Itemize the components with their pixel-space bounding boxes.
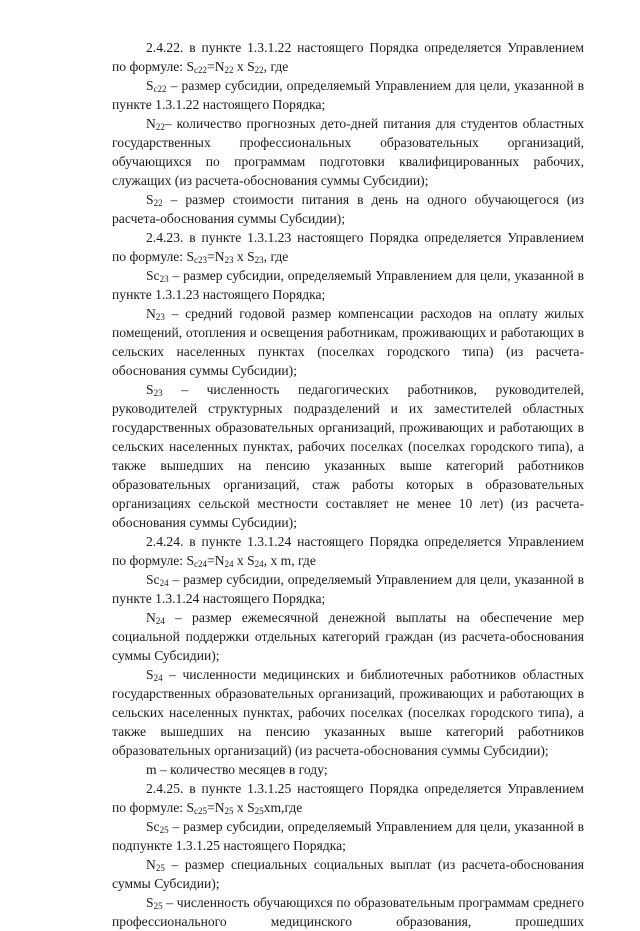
paragraph-s24-definition: $S_{24}$ – численности медицинских и библиотечных работников областных государственных образовательных организаций, проживающих и работающих в сельских населенных пунктах, рабочих поселках (поселках городского типа), а также вышедших на пенсию указанных выше категорий работников образовательных организаций) (из расчета-обоснования суммы Субсидии); (112, 667, 584, 758)
paragraph-sc25-definition: $Sc_{25}$ – размер субсидии, определяемый Управлением для цели, указанной в подпункте 1.3.1.25 настоящего Порядка; (112, 819, 584, 853)
subscript: c22 (194, 65, 208, 75)
paragraph-sc23-definition: $Sc_{23}$ – размер субсидии, определяемый Управлением для цели, указанной в пункте 1.3.1.23 настоящего Порядка; (112, 268, 584, 302)
paragraph-2-4-25: 2.4.25. в пункте 1.3.1.25 настоящего Порядка определяется Управлением по формуле: $S_{c25}=N_{25}$ x $S_{25}xm,где$ (112, 781, 584, 816)
document-body (112, 38, 584, 931)
subscript: 24 (155, 616, 165, 626)
subscript: 22 (155, 122, 165, 132)
subscript: 23 (155, 312, 165, 322)
subscript: 22 (224, 65, 234, 75)
subscript: c23 (194, 255, 208, 265)
paragraph-n23-definition: $N_{23}$ – средний годовой размер компенсации расходов на оплату жилых помещений, отопления и освещения работникам, проживающих и работающих в сельских населенных пунктах (поселках городского типа) (из расчета-обоснования суммы Субсидии); (112, 306, 584, 378)
paragraph-sc24-definition: $Sc_{24}$ – размер субсидии, определяемый Управлением для цели, указанной в пункте 1.3.1.24 настоящего Порядка; (112, 572, 584, 606)
subscript: 23 (254, 255, 264, 265)
subscript: 24 (159, 578, 169, 588)
subscript: 25 (254, 806, 264, 816)
paragraph-n22-definition: $N_{22}-$ количество прогнозных дето-дней питания для студентов областных государственных профессиональных образовательных организаций, обучающихся по программам подготовки квалифицированных рабочих, служащих (из расчета-обоснования суммы Субсидии); (112, 116, 584, 188)
subscript: 25 (224, 806, 234, 816)
paragraph-2-4-22: 2.4.22. в пункте 1.3.1.22 настоящего Порядка определяется Управлением по формуле: $S_{c22}=N_{22}$ x $S_{22}$, где (112, 40, 584, 75)
subscript: 24 (254, 559, 264, 569)
paragraph-m-definition: m – количество месяцев в году; (146, 762, 328, 777)
paragraph-n25-definition: $N_{25}$ – размер специальных социальных выплат (из расчета-обоснования суммы Субсидии); (112, 857, 584, 891)
paragraph-sc22-definition: $S_{c22}$ – размер субсидии, определяемый Управлением для цели, указанной в пункте 1.3.1.22 настоящего Порядка; (112, 78, 584, 112)
subscript: 22 (254, 65, 264, 75)
paragraph-s25-definition: $S_{25}$ – численность обучающихся по образовательным программам среднего профессионального медицинского образования, прошедших (112, 895, 584, 929)
subscript: 23 (224, 255, 234, 265)
subscript: c22 (153, 84, 167, 94)
paragraph-n24-definition: $N_{24}$ – размер ежемесячной денежной выплаты на обеспечение мер социальной поддержки отдельных категорий граждан (из расчета-обоснования суммы Субсидии); (112, 610, 584, 663)
subscript: 24 (224, 559, 234, 569)
paragraph-2-4-23: 2.4.23. в пункте 1.3.1.23 настоящего Порядка определяется Управлением по формуле: $S_{c23}=N_{23}$ x $S_{23}$, где (112, 230, 584, 265)
subscript: 25 (159, 825, 169, 835)
subscript: 25 (153, 901, 163, 911)
paragraph-s22-definition: $S_{22}$ – размер стоимости питания в день на одного обучающегося (из расчета-обоснования суммы Субсидии); (112, 192, 584, 226)
subscript: 23 (159, 274, 169, 284)
paragraph-s23-definition: $S_{23}$ – численность педагогических работников, руководителей, руководителей структурных подразделений и их заместителей областных государственных образовательных организаций, проживающих и работающих в сельских населенных пунктах, рабочих поселках (поселках городского типа), а также вышедших на пенсию указанных выше категорий работников образовательных организаций, стаж работы которых в образовательных организациях сельской местности составляет не менее 10 лет) (из расчета-обоснования суммы Субсидии); (112, 382, 584, 530)
subscript: 22 (153, 198, 163, 208)
subscript: 24 (153, 673, 163, 683)
subscript: 25 (155, 863, 165, 873)
subscript: c24 (194, 559, 208, 569)
paragraph-2-4-24: 2.4.24. в пункте 1.3.1.24 настоящего Порядка определяется Управлением по формуле: $S_{c24}=N_{24}$ x $S_{24}$, x m, где (112, 534, 584, 569)
subscript: 23 (153, 388, 163, 398)
subscript: c25 (194, 806, 208, 816)
